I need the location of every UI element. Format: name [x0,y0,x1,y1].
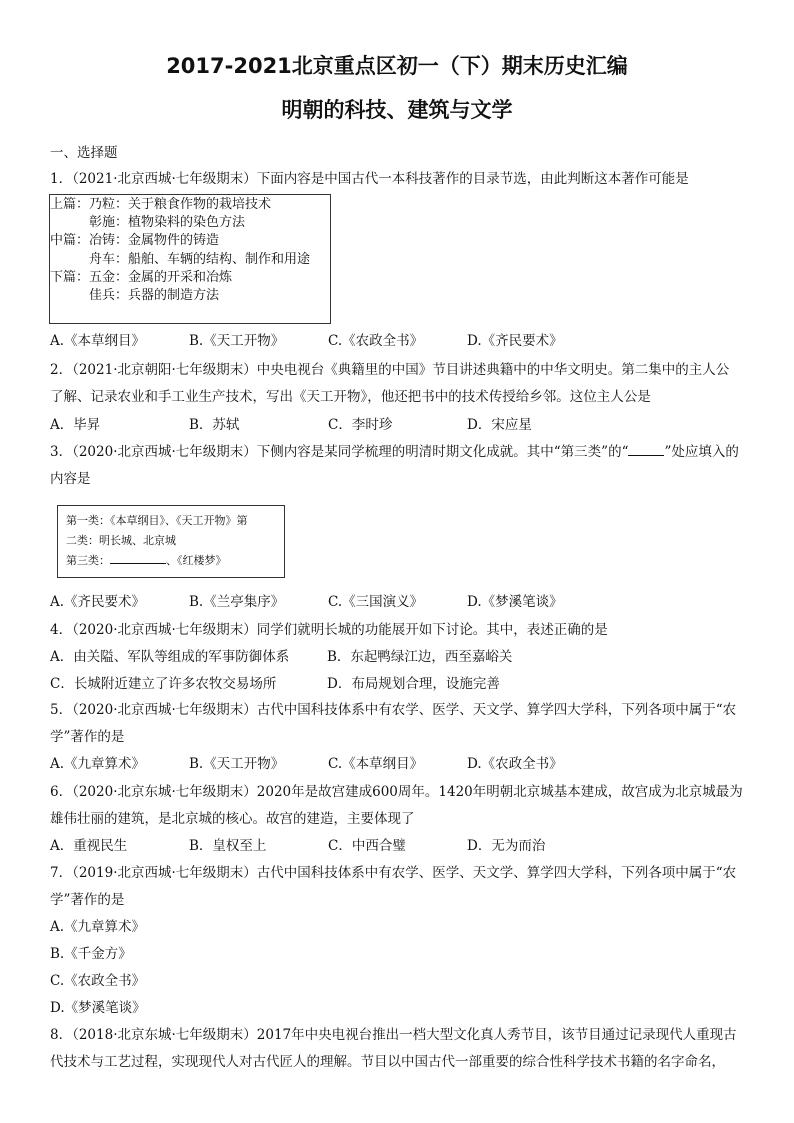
option-c[interactable]: C.《三国演义》 [328,594,424,610]
option-b[interactable]: B.《千金方》 [50,946,132,962]
option-c[interactable]: C．李时珍 [328,417,393,433]
toc-line: 上篇：乃粒：关于粮食作物的栽培技术 [50,197,272,212]
option-d[interactable]: D．无为而治 [467,838,546,854]
option-c[interactable]: C．中西合璧 [328,838,406,854]
answer-blank [628,443,664,456]
option-a[interactable]: A.《九章算术》 [50,919,146,935]
question-7-text-line1: 7．（2019·北京西城·七年级期末）古代中国科技体系中有农学、医学、天文学、算学四大学科，下列各项中属于“农 [50,865,737,881]
toc-line: 舟车：船舶、车辆的结构、制作和用途 [50,251,311,267]
option-d[interactable]: D.《齐民要术》 [467,333,563,349]
question-4-text: 4．（2020·北京西城·七年级期末）同学们就明长城的功能展开如下讨论。其中，表述正确的是 [50,622,608,638]
option-a[interactable]: A．重视民生 [50,838,128,854]
summary-row-3: 第三类： 、《红楼梦》 [66,554,227,567]
option-c[interactable]: C.《农政全书》 [50,973,146,989]
option-b[interactable]: B．皇权至上 [189,838,267,854]
question-4-options-row1 [50,648,512,666]
question-6-text-line2: 雄伟壮丽的建筑，是北京城的核心。故宫的建造，主要体现了 [50,811,415,827]
question-3-text-line2: 内容是 [50,471,91,487]
question-1-table-of-contents [49,194,331,324]
summary-row-1: 第一类：《本草纲目》、《天工开物》第 [66,514,248,527]
toc-line: 佳兵：兵器的制造方法 [50,288,220,304]
question-3-summary-box [57,505,285,578]
option-d[interactable]: D．宋应星 [467,417,532,433]
question-3-text-line1: 3．（2020·北京西城·七年级期末）下侧内容是某同学梳理的明清时期文化成就。其中“第三类”的“ ”处应填入的 [50,444,739,460]
question-3-options [50,593,563,611]
option-b[interactable]: B．苏轼 [189,417,240,433]
question-2-text-line1: 2．（2021·北京朝阳·七年级期末）中央电视台《典籍里的中国》节目讲述典籍中的中华文明史。第二集中的主人公 [50,362,730,378]
option-b[interactable]: B.《天工开物》 [189,333,285,349]
question-4-options-row2 [50,675,500,693]
option-a[interactable]: A．毕昇 [50,417,101,433]
question-1-options [50,332,563,350]
summary-row-2: 二类：明长城、北京城 [66,534,176,547]
question-7-text-line2: 学”著作的是 [50,892,125,908]
document-title: 2017-2021北京重点区初一（下）期末历史汇编 [166,54,628,78]
option-a[interactable]: A.《九章算术》 [50,756,146,772]
question-5-text-line1: 5．（2020·北京西城·七年级期末）古代中国科技体系中有农学、医学、天文学、算学四大学科，下列各项中属于“农 [50,702,737,718]
option-c[interactable]: C.《本草纲目》 [328,756,424,772]
option-d[interactable]: D.《梦溪笔谈》 [467,594,563,610]
option-b[interactable]: B．东起鸭绿江边，西至嘉峪关 [327,649,513,665]
question-6-text-line1: 6．（2020·北京东城·七年级期末）2020年是故宫建成600周年。1420年明朝北京城基本建成，故宫成为北京城最为 [50,784,743,800]
question-8-text-line1: 8．（2018·北京东城·七年级期末）2017年中央电视台推出一档大型文化真人秀节目，该节目通过记录现代人重现古 [50,1027,737,1043]
toc-line: 中篇：冶铸：金属物件的铸造 [50,233,220,249]
question-5-text-line2: 学”著作的是 [50,729,125,745]
option-a[interactable]: A.《齐民要术》 [50,594,146,610]
option-d[interactable]: D．布局规划合理，设施完善 [327,676,500,692]
option-d[interactable]: D.《农政全书》 [467,756,563,772]
question-5-options [50,755,563,773]
option-c[interactable]: C．长城附近建立了许多农牧交易场所 [50,676,277,692]
question-1-text: 1．（2021·北京西城·七年级期末）下面内容是中国古代一本科技著作的目录节选，由此判断这本著作可能是 [50,171,689,187]
toc-line: 下篇：五金：金属的开采和冶炼 [50,269,233,285]
option-b[interactable]: B.《兰亭集序》 [189,594,285,610]
option-c[interactable]: C.《农政全书》 [328,333,424,349]
option-d[interactable]: D.《梦溪笔谈》 [50,1000,146,1016]
toc-line: 彰施：植物染料的染色方法 [50,215,246,231]
question-2-text-line2: 了解、记录农业和手工业生产技术，写出《天工开物》，他还把书中的技术传授给乡邻。这位主人公是 [50,389,651,405]
document-subtitle: 明朝的科技、建筑与文学 [281,98,513,122]
question-2-options [50,416,532,434]
option-b[interactable]: B.《天工开物》 [189,756,285,772]
question-8-text-line2: 代技术与工艺过程，实现现代人对古代匠人的理解。节目以中国古代一部重要的综合性科学技术书籍的名字命名， [50,1054,725,1070]
summary-blank [110,553,166,564]
option-a[interactable]: A．由关隘、军队等组成的军事防御体系 [50,649,290,665]
section-heading: 一、选择题 [50,145,118,161]
question-6-options [50,837,545,855]
option-a[interactable]: A.《本草纲目》 [50,333,146,349]
